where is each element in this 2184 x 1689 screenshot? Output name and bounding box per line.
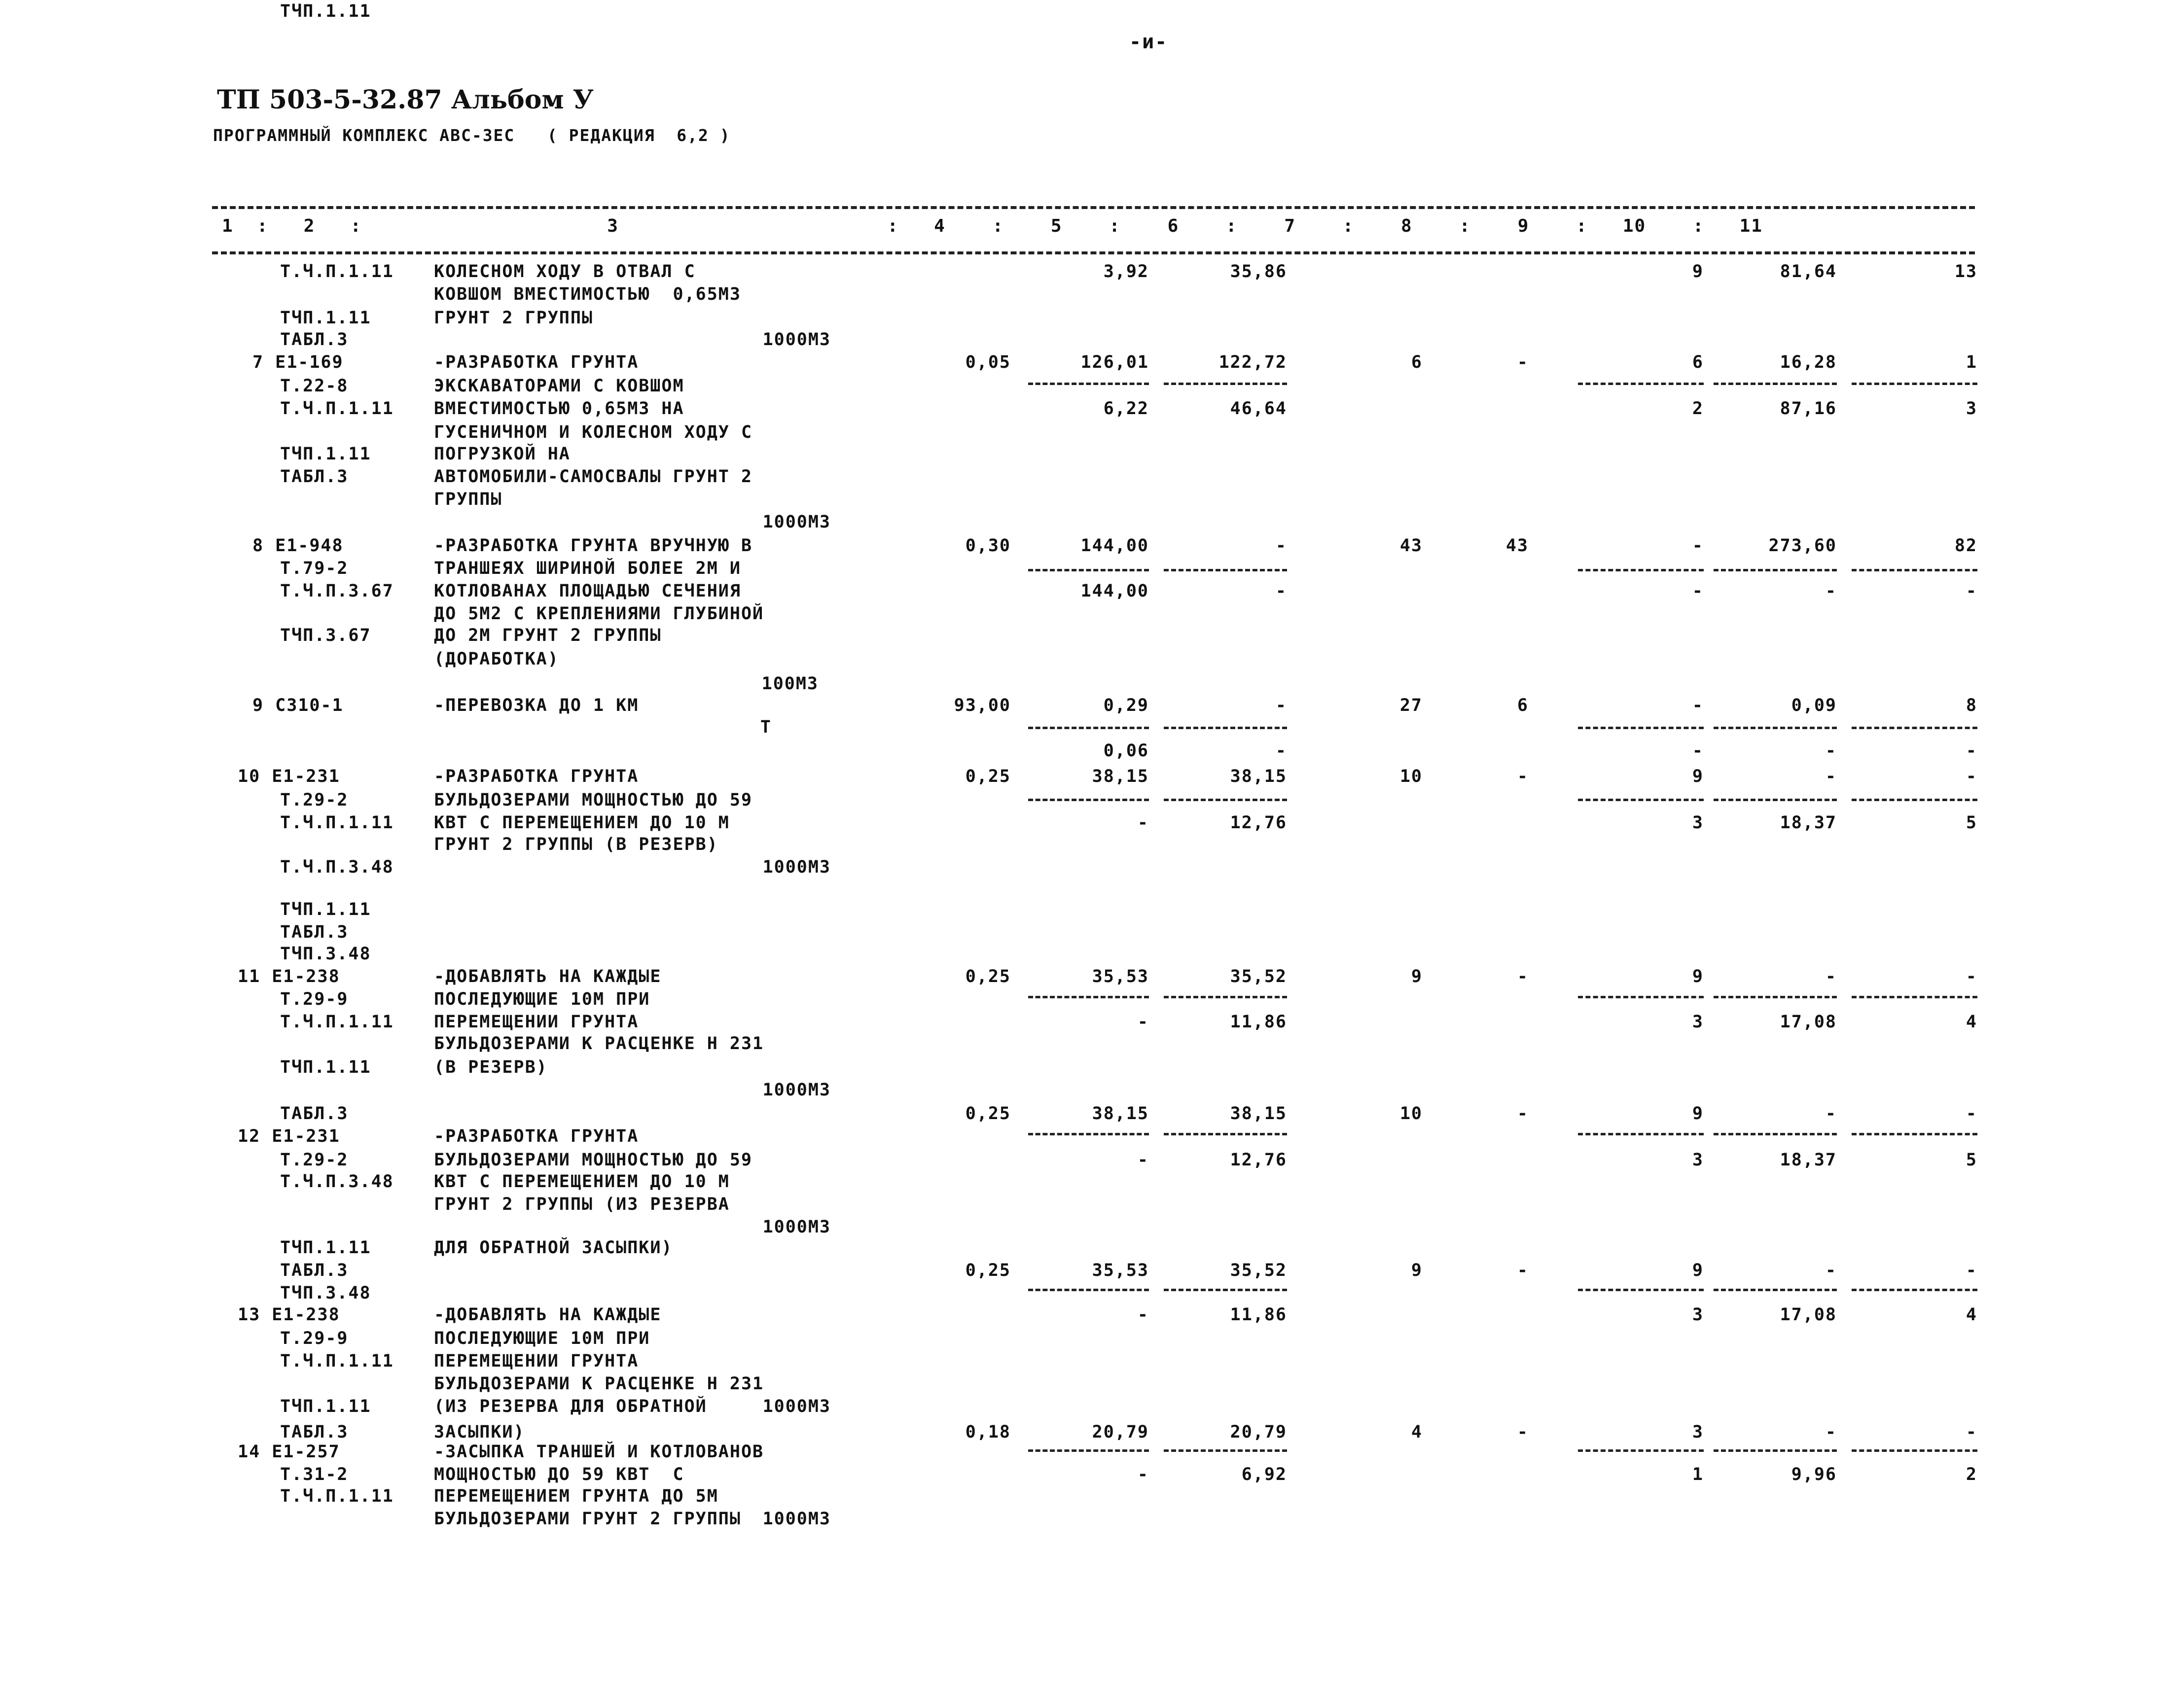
entry-description: -ДОБАВЛЯТЬ НА КАЖДЫЕ [434,1305,662,1325]
cell-divider [1164,1289,1287,1291]
cell-value: 6 [1517,696,1529,715]
cell-divider [1714,1449,1837,1452]
cell-value: - [1966,1261,1977,1280]
cell-value: 1 [1692,1465,1704,1484]
entry-description: ПЕРЕМЕЩЕНИЕМ ГРУНТА ДО 5М [434,1486,718,1506]
cell-value: 0,25 [965,967,1011,986]
entry-description: КВТ С ПЕРЕМЕЩЕНИЕМ ДО 10 М [434,1172,730,1192]
cell-divider [1028,1133,1149,1135]
entry-description: ПОСЛЕДУЮЩИЕ 10М ПРИ [434,1329,650,1348]
entry-code: ТЧП.3.48 [280,1283,371,1303]
cell-value: 3 [1692,1150,1704,1170]
cell-value: 9 [1692,1261,1704,1280]
cell-value: 126,01 [1080,352,1149,372]
cell-divider [1164,727,1287,729]
entry-description: ПОГРУЗКОЙ НА [434,444,571,464]
cell-value: 3 [1966,399,1977,419]
cell-value: 4 [1966,1012,1977,1032]
entry-description: (В РЕЗЕРВ) [434,1057,548,1077]
entry-description: ТРАНШЕЯХ ШИРИНОЙ БОЛЕЕ 2М И [434,559,741,578]
entry-description: БУЛЬДОЗЕРАМИ МОЩНОСТЬЮ ДО 59 [434,1150,753,1170]
entry-code: Т.Ч.П.1.11 [280,399,394,419]
entry-description: ДО 2М ГРУНТ 2 ГРУППЫ [434,626,662,645]
cell-value: 9 [1411,967,1423,986]
entry-unit: 1000М3 [762,1509,831,1529]
cell-value: - [1966,581,1977,601]
cell-value: - [1275,581,1287,601]
entry-code: Т.Ч.П.1.11 [280,813,394,833]
cell-value: - [1517,1261,1529,1280]
cell-divider [1852,1449,1977,1452]
cell-divider [1578,383,1704,385]
entry-code: ТЧП.1.11 [280,308,371,328]
cell-value: 0,25 [965,767,1011,786]
cell-value: 93,00 [954,696,1011,715]
cell-value: 38,15 [1230,767,1287,786]
cell-value: 0,25 [965,1104,1011,1124]
cell-value: - [1825,1422,1837,1442]
entry-code: ТАБЛ.3 [280,467,349,487]
cell-value: 17,08 [1780,1012,1837,1032]
cell-value: 144,00 [1080,536,1149,556]
entry-description: -ЗАСЫПКА ТРАНШЕЙ И КОТЛОВАНОВ [434,1442,764,1462]
cell-value: - [1692,536,1704,556]
cell-divider [1164,996,1287,998]
entry-code: ТАБЛ.3 [280,922,349,942]
cell-value: 20,79 [1230,1422,1287,1442]
cell-value: 38,15 [1092,767,1149,786]
cell-value: 3 [1692,1422,1704,1442]
cell-value: 82 [1954,536,1977,556]
cell-value: - [1966,1104,1977,1124]
entry-description: ДО 5М2 С КРЕПЛЕНИЯМИ ГЛУБИНОЙ [434,604,764,624]
cell-divider [1028,996,1149,998]
cell-value: 18,37 [1780,813,1837,833]
cell-divider [1714,1289,1837,1291]
cell-value: - [1966,967,1977,986]
entry-unit: 1000М3 [762,1080,831,1100]
cell-value: 3 [1692,813,1704,833]
cell-value: - [1692,741,1704,761]
cell-value: 273,60 [1768,536,1837,556]
cell-value: - [1517,767,1529,786]
cell-divider [1028,799,1149,801]
cell-divider [1714,799,1837,801]
entry-code: ТАБЛ.3 [280,1422,349,1442]
cell-value: 5 [1966,1150,1977,1170]
cell-divider [1852,1133,1977,1135]
cell-value: - [1517,1422,1529,1442]
cell-value: 3 [1692,1305,1704,1325]
entry-description: (ИЗ РЕЗЕРВА ДЛЯ ОБРАТНОЙ [434,1397,707,1416]
cell-divider [1578,569,1704,571]
cell-value: 2 [1966,1465,1977,1484]
entry-description: ЗАСЫПКИ) [434,1422,525,1442]
entry-unit: 1000М3 [762,857,831,877]
cell-divider [1028,569,1149,571]
page-number: -и- [1129,31,1168,53]
cell-divider [1714,727,1837,729]
cell-value: 12,76 [1230,1150,1287,1170]
cell-value: - [1692,696,1704,715]
cell-value: 38,15 [1230,1104,1287,1124]
cell-value: 9 [1692,967,1704,986]
entry-code: Т.29-2 [280,790,349,810]
cell-value: - [1137,813,1149,833]
entry-unit: Т [760,717,772,737]
cell-value: 38,15 [1092,1104,1149,1124]
entry-description: (ДОРАБОТКА) [434,649,559,669]
entry-code: Т.Ч.П.1.11 [280,1351,394,1371]
cell-value: - [1275,696,1287,715]
cell-divider [1714,1133,1837,1135]
entry-code: Т.31-2 [280,1465,349,1484]
cell-value: - [1517,1104,1529,1124]
cell-divider [1028,727,1149,729]
entry-description: БУЛЬДОЗЕРАМИ МОЩНОСТЬЮ ДО 59 [434,790,753,810]
cell-value: 0,25 [965,1261,1011,1280]
entry-unit: 1000М3 [762,1217,831,1237]
entry-code: 13 Е1-238 [238,1305,340,1325]
cell-divider [1852,383,1977,385]
entry-unit: 1000М3 [762,330,831,350]
entry-code: Т.Ч.П.3.48 [280,1172,394,1192]
entry-description: ВМЕСТИМОСТЬЮ 0,65М3 НА [434,399,684,419]
cell-value: 35,52 [1230,1261,1287,1280]
header-bottom-rule [212,251,1975,254]
entry-code: 11 Е1-238 [238,967,340,986]
cell-value: 6 [1692,352,1704,372]
cell-value: 35,86 [1230,262,1287,282]
entry-code: Т.Ч.П.1.11 [280,1012,394,1032]
entry-code: ТЧП.1.11 [280,1397,371,1416]
cell-divider [1852,996,1977,998]
entry-code: ТАБЛ.3 [280,330,349,350]
cell-divider [1028,1289,1149,1291]
cell-divider [1578,727,1704,729]
entry-description: БУЛЬДОЗЕРАМИ ГРУНТ 2 ГРУППЫ [434,1509,741,1529]
cell-value: 35,53 [1092,967,1149,986]
cell-value: 6,92 [1241,1465,1287,1484]
cell-divider [1578,799,1704,801]
program-line: ПРОГРАММНЫЙ КОМПЛЕКС АВС-3ЕС ( РЕДАКЦИЯ 6,2 ) [213,126,731,145]
cell-value: 0,06 [1103,741,1149,761]
cell-value: 0,30 [965,536,1011,556]
cell-value: - [1137,1465,1149,1484]
cell-value: 12,76 [1230,813,1287,833]
entry-description: МОЩНОСТЬЮ ДО 59 КВТ С [434,1465,684,1484]
cell-value: 17,08 [1780,1305,1837,1325]
entry-code: Т.Ч.П.1.11 [280,1486,394,1506]
cell-value: 27 [1399,696,1423,715]
cell-value: 11,86 [1230,1305,1287,1325]
cell-divider [1164,799,1287,801]
cell-divider [1164,1449,1287,1452]
entry-code: 7 Е1-169 [252,352,344,372]
entry-unit: 1000М3 [762,1397,831,1416]
entry-code: ТАБЛ.3 [280,1261,349,1280]
cell-value: 5 [1966,813,1977,833]
entry-description: ПОСЛЕДУЮЩИЕ 10М ПРИ [434,989,650,1009]
cell-value: 18,37 [1780,1150,1837,1170]
cell-value: 43 [1399,536,1423,556]
entry-description: БУЛЬДОЗЕРАМИ К РАСЦЕНКЕ Н 231 [434,1374,764,1394]
cell-value: - [1692,581,1704,601]
header-top-rule [212,206,1975,209]
entry-code: 8 Е1-948 [252,536,344,556]
cell-divider [1578,996,1704,998]
entry-description: ПЕРЕМЕЩЕНИИ ГРУНТА [434,1012,639,1032]
cell-value: 87,16 [1780,399,1837,419]
cell-value: 9 [1411,1261,1423,1280]
cell-divider [1164,1133,1287,1135]
entry-code: Т.79-2 [280,559,349,578]
entry-code: Т.Ч.П.1.11 [280,262,394,282]
entry-code: ТЧП.1.11 [280,444,371,464]
entry-description: ДЛЯ ОБРАТНОЙ ЗАСЫПКИ) [434,1238,673,1258]
cell-value: 0,09 [1791,696,1837,715]
entry-code: ТЧП.1.11 [280,900,371,919]
cell-divider [1852,799,1977,801]
cell-value: 3 [1692,1012,1704,1032]
entry-code: Т.22-8 [280,376,349,396]
cell-value: 10 [1399,767,1423,786]
cell-value: - [1966,741,1977,761]
entry-code: Т.29-2 [280,1150,349,1170]
entry-description: КОВШОМ ВМЕСТИМОСТЬЮ 0,65М3 [434,284,741,304]
cell-value: 2 [1692,399,1704,419]
entry-description: ГРУНТ 2 ГРУППЫ (ИЗ РЕЗЕРВА [434,1195,730,1214]
cell-divider [1028,1449,1149,1452]
cell-divider [1714,996,1837,998]
cell-value: - [1825,741,1837,761]
cell-value: 43 [1505,536,1529,556]
cell-value: - [1137,1012,1149,1032]
entry-code: Т.29-9 [280,989,349,1009]
cell-value: 3,92 [1103,262,1149,282]
entry-code: ТЧП.1.11 [280,1,371,21]
entry-description: ПЕРЕМЕЩЕНИИ ГРУНТА [434,1351,639,1371]
cell-value: 46,64 [1230,399,1287,419]
entry-description: КОТЛОВАНАХ ПЛОЩАДЬЮ СЕЧЕНИЯ [434,581,741,601]
cell-value: 20,79 [1092,1422,1149,1442]
entry-code: ТАБЛ.3 [280,1104,349,1124]
entry-unit: 1000М3 [762,512,831,532]
entry-description: ЭКСКАВАТОРАМИ С КОВШОМ [434,376,684,396]
entry-description: -РАЗРАБОТКА ГРУНТА [434,767,639,786]
entry-code: Т.Ч.П.3.67 [280,581,394,601]
cell-value: - [1966,1422,1977,1442]
cell-value: 8 [1966,696,1977,715]
entry-description: -РАЗРАБОТКА ГРУНТА [434,1126,639,1146]
cell-value: 4 [1411,1422,1423,1442]
cell-value: - [1966,767,1977,786]
cell-value: - [1137,1150,1149,1170]
cell-value: 0,18 [965,1422,1011,1442]
cell-divider [1852,1289,1977,1291]
cell-value: 10 [1399,1104,1423,1124]
entry-description: ГУСЕНИЧНОМ И КОЛЕСНОМ ХОДУ С [434,422,753,442]
cell-value: - [1275,536,1287,556]
cell-value: 4 [1966,1305,1977,1325]
entry-code: 14 Е1-257 [238,1442,340,1462]
cell-value: - [1517,352,1529,372]
cell-value: 9,96 [1791,1465,1837,1484]
cell-value: 16,28 [1780,352,1837,372]
cell-divider [1578,1133,1704,1135]
entry-description: -РАЗРАБОТКА ГРУНТА [434,352,639,372]
cell-divider [1714,569,1837,571]
entry-description: ГРУНТ 2 ГРУППЫ (В РЕЗЕРВ) [434,835,718,854]
cell-value: 0,05 [965,352,1011,372]
cell-divider [1578,1449,1704,1452]
cell-value: - [1275,741,1287,761]
cell-value: 6,22 [1103,399,1149,419]
cell-value: 9 [1692,767,1704,786]
entry-description: БУЛЬДОЗЕРАМИ К РАСЦЕНКЕ Н 231 [434,1034,764,1054]
entry-code: ТЧП.1.11 [280,1057,371,1077]
entry-description: АВТОМОБИЛИ-САМОСВАЛЫ ГРУНТ 2 [434,467,753,487]
entry-description: ГРУППЫ [434,490,502,509]
entry-unit: 100М3 [761,674,819,694]
entry-code: ТЧП.1.11 [280,1238,371,1258]
entry-code: 12 Е1-231 [238,1126,340,1146]
cell-divider [1714,383,1837,385]
cell-value: - [1517,967,1529,986]
entry-description: -ПЕРЕВОЗКА ДО 1 КМ [434,696,639,715]
cell-divider [1852,569,1977,571]
cell-value: 9 [1692,1104,1704,1124]
cell-value: 13 [1954,262,1977,282]
cell-value: 9 [1692,262,1704,282]
cell-divider [1028,383,1149,385]
cell-value: 122,72 [1218,352,1287,372]
cell-value: 1 [1966,352,1977,372]
cell-value: - [1137,1305,1149,1325]
cell-divider [1164,383,1287,385]
cell-value: 11,86 [1230,1012,1287,1032]
cell-divider [1578,1289,1704,1291]
cell-value: - [1825,1104,1837,1124]
cell-divider [1164,569,1287,571]
entry-description: ГРУНТ 2 ГРУППЫ [434,308,594,328]
entry-code: 9 С310-1 [252,696,344,715]
entry-description: КОЛЕСНОМ ХОДУ В ОТВАЛ С [434,262,696,282]
cell-value: - [1825,767,1837,786]
cell-value: 35,53 [1092,1261,1149,1280]
cell-divider [1852,727,1977,729]
document-reference: ТП 503-5-32.87 Альбом У [217,85,594,115]
entry-description: -ДОБАВЛЯТЬ НА КАЖДЫЕ [434,967,662,986]
cell-value: - [1825,581,1837,601]
entry-description: -РАЗРАБОТКА ГРУНТА ВРУЧНУЮ В [434,536,753,556]
cell-value: - [1825,967,1837,986]
entry-code: ТЧП.3.67 [280,626,371,645]
entry-description: КВТ С ПЕРЕМЕЩЕНИЕМ ДО 10 М [434,813,730,833]
column-header-row: 1 : 2 : 3 : 4 : 5 : 6 : 7 : 8 : 9 : 10 : 11 [222,216,1763,236]
cell-value: 81,64 [1780,262,1837,282]
cell-value: 6 [1411,352,1423,372]
cell-value: - [1825,1261,1837,1280]
cell-value: 0,29 [1103,696,1149,715]
cell-value: 35,52 [1230,967,1287,986]
entry-code: Т.Ч.П.3.48 [280,857,394,877]
entry-code: 10 Е1-231 [238,767,340,786]
entry-code: ТЧП.3.48 [280,944,371,964]
entry-code: Т.29-9 [280,1329,349,1348]
cell-value: 144,00 [1080,581,1149,601]
